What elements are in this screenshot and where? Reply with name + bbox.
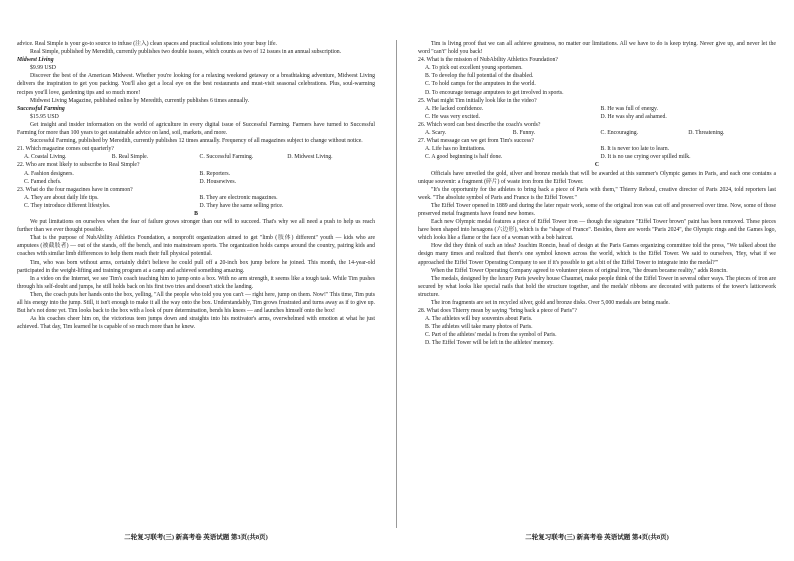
option: A. Coastal Living. xyxy=(24,154,67,161)
question-stem: 28. What does Thierry mean by saying "bring back a piece of Paris"? xyxy=(418,308,577,315)
page-footer-left: 二轮复习联考(三) 新高考卷 英语试题 第3页(共8页) xyxy=(124,534,268,541)
paragraph: We put limitations on ourselves when the fear of failure grows stronger than our will to succeed. That's why we all need a push to help us reach further than we ever thought possible. xyxy=(17,219,375,234)
option: C. Famed chefs. xyxy=(24,178,62,185)
option: D. He was shy and ashamed. xyxy=(600,113,667,120)
magazine-heading-farming: Successful Farming xyxy=(17,105,65,112)
question-options xyxy=(418,64,776,96)
question-stem: 27. What message can we get from Tim's success? xyxy=(418,138,534,145)
option: A. To pick out excellent young sportsmen. xyxy=(425,65,523,72)
paragraph: That is the purpose of NubAbility Athletics Foundation, a nonprofit organization aimed to get "limb (肢体) different" youth — kids who are amputees (被截肢者) — out of the stands, off the bench, and into mainstream sports. The organization holds camps around the country, pairing kids and coaches with similar limb differences to help them reach their full physical potential. xyxy=(17,235,375,258)
option: A. Fashion designers. xyxy=(24,170,74,177)
paragraph: As his coaches cheer him on, the victorious teen jumps down and straights into his motivator's arms, overwhelmed with emotion at what he just achieved. That day, Tim learned he is capable of so much more than he knew. xyxy=(17,316,375,331)
option: B. Funny. xyxy=(512,130,536,137)
option: C. To hold camps for the amputees in the world. xyxy=(425,81,536,88)
option: B. Reporters. xyxy=(199,170,231,177)
option: C. Successful Farming. xyxy=(199,154,254,161)
option: A. They are about daily life tips. xyxy=(24,194,99,201)
intro-line: advice. Real Simple is your go-to source to infuse (注入) clean spaces and practical solutions into your busy life. xyxy=(17,41,277,47)
option: B. To develop the full potential of the disabled. xyxy=(425,73,534,80)
right-column xyxy=(418,40,776,526)
paragraph: In a video on the Internet, we see Tim's coach teaching him to jump onto a box. With no arm strength, it seems like a tough task. While Tim pushes through his self-doubt and jumps, he still holds back on his first two tries and doesn't stick the landing. xyxy=(17,275,375,290)
intro-line: Real Simple, published by Meredith, currently publishes two double issues, which counts as two of 12 issues in an annual subscription. xyxy=(30,49,342,56)
question-options xyxy=(418,105,776,121)
option: D. Threatening. xyxy=(688,130,725,137)
paragraph: How did they think of such an idea? Joachim Roncin, head of design at the Paris Games organizing committee told the press, "We talked about the design many times and realized that there's one symbol known across the world, which is the Eiffel Tower. We said to ourselves, 'Hey, what if we approached the Eiffel Tower Operating Company to see if it's possible to get a bit of the Eiffel Tower to integrate into the medal?'" xyxy=(418,243,776,266)
paragraph: Each new Olympic medal features a piece of Eiffel Tower iron — though the signature "Eiffel Tower brown" paint has been removed. These pieces have been shaped into hexagons (六边形), which is the "shape of France". Besides, there are words "Paris 2024", the Olympic rings and the Games logo, which looks like a flame or the face of a woman with a bob haircut. xyxy=(418,219,776,242)
option: D. To encourage teenage amputees to get involved in sports. xyxy=(425,89,564,96)
question-stem: 21. Which magazine comes out quarterly? xyxy=(17,146,114,153)
paragraph: The medals, designed by the luxury Paris jewelry house Chaumet, make people think of the Eiffel Tower in several other ways. The pieces of iron are secured by what looks like special nails that hold the structure together, and the medals' ribbons are decorated with patterns of the tower's latticework structure. xyxy=(418,275,776,298)
option: C. Part of the athletes' medal is from the symbol of Paris. xyxy=(425,332,557,339)
question-options xyxy=(17,170,375,186)
option: D. The Eiffel Tower will be left in the athletes' memory. xyxy=(425,340,554,347)
option: C. Encouraging. xyxy=(600,130,639,137)
option: B. He was full of energy. xyxy=(600,105,658,112)
paragraph: When the Eiffel Tower Operating Company agreed to volunteer pieces of original iron, "the dream became reality," adds Roncin. xyxy=(431,267,728,274)
option: C. They introduce different lifestyles. xyxy=(24,202,111,209)
option: D. It is no use crying over spilled milk. xyxy=(600,154,691,161)
question-options xyxy=(17,153,375,161)
question-stem: 22. Who are most likely to subscribe to Real Simple? xyxy=(17,162,140,169)
paragraph: The iron fragments are set in recycled silver, gold and bronze disks. Over 5,000 medals are being made. xyxy=(431,300,670,306)
question-options xyxy=(418,129,776,137)
left-column xyxy=(17,40,375,526)
question-options xyxy=(418,145,776,161)
paragraph: Midwest Living Magazine, published online by Meredith, currently publishes 6 times annually. xyxy=(30,97,250,104)
paragraph: Tim, who was born without arms, certainly didn't believe he could pull off a 20-inch box jump before he joined. This month, the 14-year-old participated in the weight-lifting and training program at a camp and achieved something amazing. xyxy=(17,259,375,274)
question-stem: 23. What do the four magazines have in common? xyxy=(17,186,133,193)
section-label-c: C xyxy=(594,162,600,169)
question-options xyxy=(17,194,375,210)
option: B. The athletes will take many photos of Paris. xyxy=(425,324,533,331)
magazine-price-midwest: $9.99 USD xyxy=(30,65,56,72)
magazine-heading-midwest: Midwest Living xyxy=(17,57,54,64)
option: D. Housewives. xyxy=(199,178,237,185)
option: B. Real Simple. xyxy=(111,154,149,161)
option: A. Life has no limitations. xyxy=(425,146,486,153)
page-footer-right: 二轮复习联考(三) 新高考卷 英语试题 第4页(共8页) xyxy=(525,534,669,541)
option: B. They are electronic magazines. xyxy=(199,194,278,201)
paragraph: "It's the opportunity for the athletes to bring back a piece of Paris with them," Thierry Reboul, creative director of Paris 2024, told reporters last week. "The absolute symbol of Paris and France is the Eiffel Tower." xyxy=(418,186,776,201)
paragraph: Get insight and insider information on the world of agriculture in every digital issue of Successful Farming. Farmers have turned to Successful Farming for more than 100 years to get sustainable advice on land, soil, markets, and more. xyxy=(17,121,375,137)
option: C. He was very excited. xyxy=(425,113,480,120)
paragraph: Officials have unveiled the gold, silver and bronze medals that will be awarded at this summer's Olympic games in Paris, and each one contains a unique souvenir: a fragment (碎片) of waste iron from the Eiffel Tower. xyxy=(418,170,776,185)
option: C. A good beginning is half done. xyxy=(425,154,503,161)
question-stem: 26. Which word can best describe the coach's words? xyxy=(418,121,541,128)
paragraph: The Eiffel Tower opened in 1889 and during the later repair work, some of the original iron was cut off and preserved over time. Now, some of those preserved metal fragments have found new homes. xyxy=(418,202,776,217)
option: A. He lacked confidence. xyxy=(425,105,484,112)
question-stem: 24. What is the mission of NubAbility Athletics Foundation? xyxy=(418,57,558,64)
option: B. It is never too late to learn. xyxy=(600,146,670,153)
paragraph: Then, the coach puts her hands onto the box, yelling, "All the people who told you you can't — right here, jump on them. Now!" This time, Tim puts all his energy into the jump. Still, it isn't enough to make it all the way onto the box. Understandably, Tim grows frustrated and turns away as if to give up. But he's not done yet. Tim looks back to the box with a look of pure determination, bends his knees — and launches himself onto the box! xyxy=(17,291,375,315)
option: D. Midwest Living. xyxy=(287,154,333,161)
option: A. Scary. xyxy=(425,130,447,137)
question-stem: 25. What might Tim initially look like in the video? xyxy=(418,97,537,104)
paragraph: Tim is living proof that we can all achieve greatness, no matter our limitations. All we have to do is keep trying. Never give up, and never let the word "can't" hold you back! xyxy=(418,41,776,56)
paragraph: Successful Farming, published by Meredith, currently publishes 12 times annually. Frequency of all magazines subject to change without notice. xyxy=(30,138,363,145)
option: D. They have the same selling price. xyxy=(199,202,284,209)
magazine-price-farming: $15.95 USD xyxy=(30,113,59,120)
paragraph: Discover the best of the American Midwest. Whether you're looking for a relaxing weekend getaway or a breathtaking adventure, Midwest Living delivers the inspiration to get you packing. You'll also get a local eye on the best restaurants and must-visit seasonal celebrations. Plus, soul-warming recipes you'll love, gardening tips and so much more! xyxy=(17,73,375,96)
section-label-b: B xyxy=(194,210,198,217)
column-divider xyxy=(396,40,397,528)
option: A. The athletes will buy souvenirs about Paris. xyxy=(425,316,533,323)
question-options xyxy=(418,315,776,347)
